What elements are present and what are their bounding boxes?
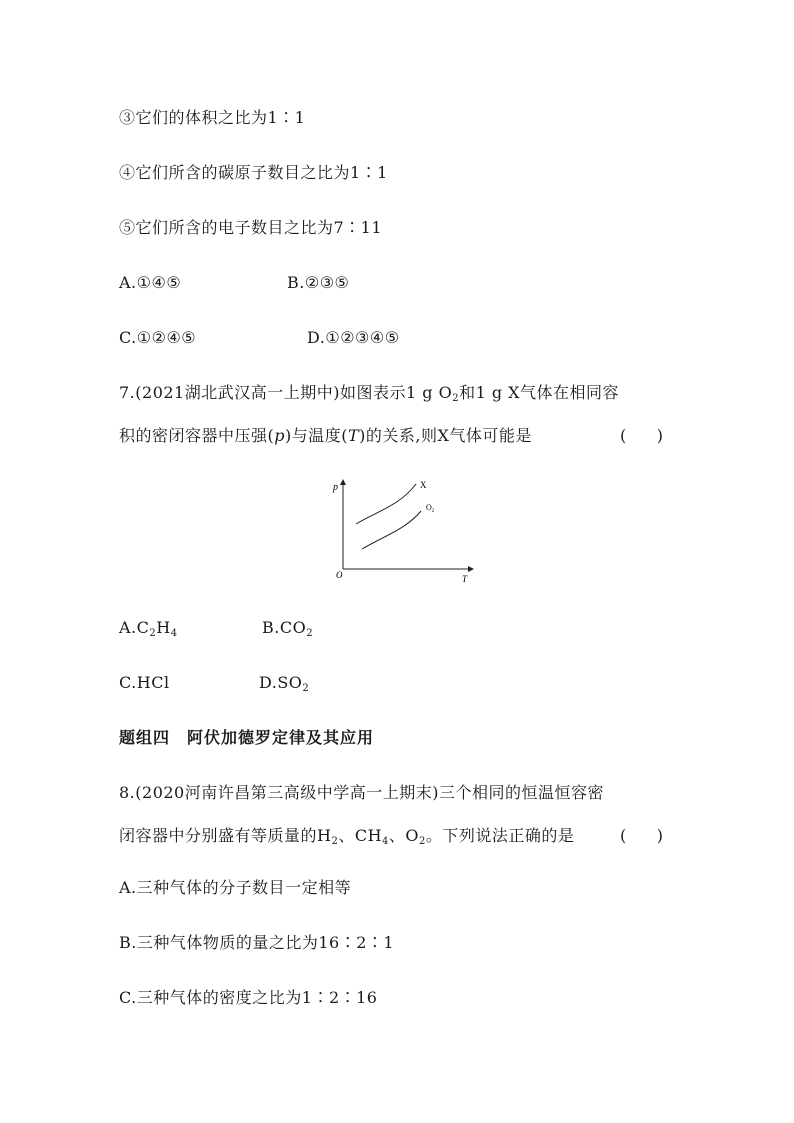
q8-option-b: B.三种气体物质的量之比为16∶2∶1 (119, 933, 395, 952)
q7-stem-text-d: )与温度( (285, 426, 348, 445)
y-axis-label: p (333, 482, 338, 493)
q6-option-a: A.①④⑤ (119, 273, 182, 292)
q7-answer-blank: ( ) (620, 426, 663, 445)
q8-answer-blank: ( ) (620, 826, 663, 845)
q7-pressure-temperature-graph (328, 478, 478, 586)
x-axis-label: T (462, 574, 468, 584)
q7-option-d: $D.SO_2$ (259, 673, 310, 694)
q7-symbol-t: T (348, 426, 360, 445)
q7-stem-line-2 (119, 426, 532, 446)
curve-o2-label: $O_2$ (426, 503, 435, 514)
q6-statement-4: ④它们所含的碳原子数目之比为1∶1 (119, 163, 388, 182)
q7-option-a: $A.C_2H_4$ (119, 618, 178, 639)
q7-symbol-p: p (274, 426, 285, 445)
curve-x (356, 484, 416, 524)
q7-option-c: C.HCl (119, 673, 170, 692)
section-title: 题组四 阿伏加德罗定律及其应用 (119, 728, 375, 747)
q7-stem-text-b: 和1 g X气体在相同容 (459, 383, 620, 402)
q6-option-c: C.①②④⑤ (119, 328, 197, 347)
curve-x-label: X (420, 480, 427, 490)
q7-stem-text-a: 7.(2021湖北武汉高一上期中)如图表示1 g O (119, 383, 453, 402)
q6-option-b: B.②③⑤ (287, 273, 350, 292)
q7-stem-line-1 (119, 383, 619, 403)
q6-option-d: D.①②③④⑤ (307, 328, 400, 347)
q7-stem-text-e: )的关系,则X气体可能是 (359, 426, 532, 445)
q8-stem-line-1: 8.(2020河南许昌第三高级中学高一上期末)三个相同的恒温恒容密 (119, 783, 604, 802)
origin-label: O (336, 570, 343, 580)
q6-statement-3: ③它们的体积之比为1∶1 (119, 108, 306, 127)
q7-o2-subscript: 2 (452, 393, 460, 404)
q6-statement-5: ⑤它们所含的电子数目之比为7∶11 (119, 218, 383, 237)
q7-stem-text-c: 积的密闭容器中压强( (119, 426, 275, 445)
q8-option-a: A.三种气体的分子数目一定相等 (119, 878, 352, 897)
q8-stem-line-2: 闭容器中分别盛有等质量的$H_2$、$CH_4$、$O_2$。下列说法正确的是 (119, 826, 575, 847)
curve-o2 (362, 511, 421, 549)
q8-option-c: C.三种气体的密度之比为1∶2∶16 (119, 988, 378, 1007)
q7-option-b: $B.CO_2$ (262, 618, 314, 639)
